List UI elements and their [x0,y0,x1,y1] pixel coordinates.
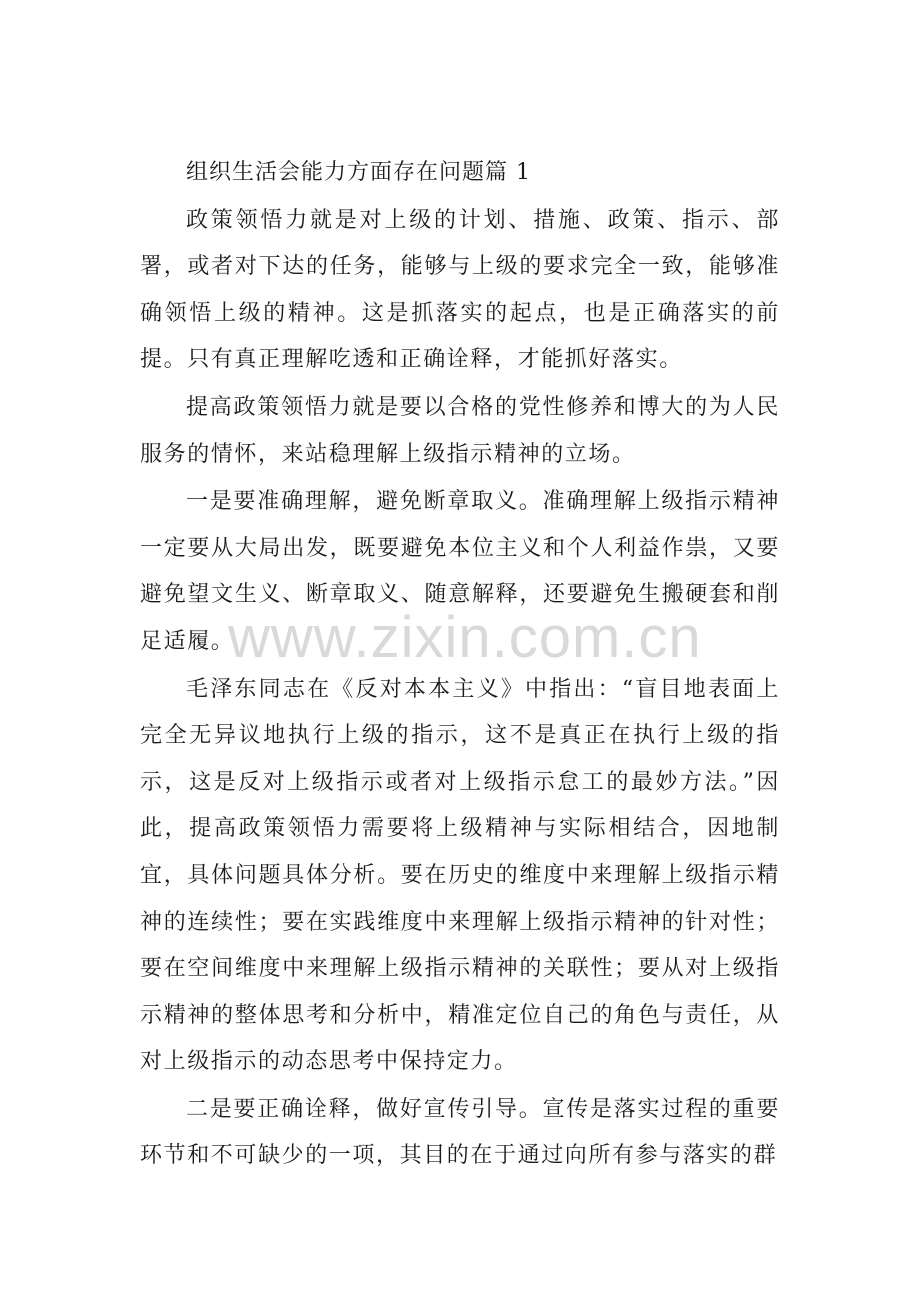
document-title: 组织生活会能力方面存在问题篇 1 [186,160,531,185]
paragraph-1: 政策领悟力就是对上级的计划、措施、政策、指示、部署，或者对下达的任务，能够与上级的要求完全一致，能够准确领悟上级的精神。这是抓落实的起点，也是正确落实的前提。只有真正理解吃透和正确诠释，才能抓好落实。 [140,207,780,373]
paragraph-2: 提高政策领悟力就是要以合格的党性修养和博大的为人民服务的情怀，来站稳理解上级指示精神的立场。 [140,394,780,467]
watermark: www.zixin.com.cn [228,605,702,670]
paragraph-4: 毛泽东同志在《反对本本主义》中指出：“盲目地表面上完全无异议地执行上级的指示，这不是真正在执行上级的指示，这是反对上级指示或者对上级指示怠工的最妙方法。”因此，提高政策领悟力需要将上级精神与实际相结合，因地制宜，具体问题具体分析。要在历史的维度中来理解上级指示精神的连续性；要在实践维度中来理解上级指示精神的针对性；要在空间维度中来理解上级指示精神的关联性；要从对上级指示精神的整体思考和分析中，精准定位自己的角色与责任，从对上级指示的动态思考中保持定力。 [140,676,780,1075]
paragraph-5: 二是要正确诠释，做好宣传引导。宣传是落实过程的重要环节和不可缺少的一项，其目的在于通过向所有参与落实的群 [140,1096,780,1169]
document-body [140,150,780,1181]
paragraph-3: 一是要准确理解，避免断章取义。准确理解上级指示精神一定要从大局出发，既要避免本位主义和个人利益作祟，又要避免望文生义、断章取义、随意解释，还要避免生搬硬套和削足适履。 [140,489,780,654]
